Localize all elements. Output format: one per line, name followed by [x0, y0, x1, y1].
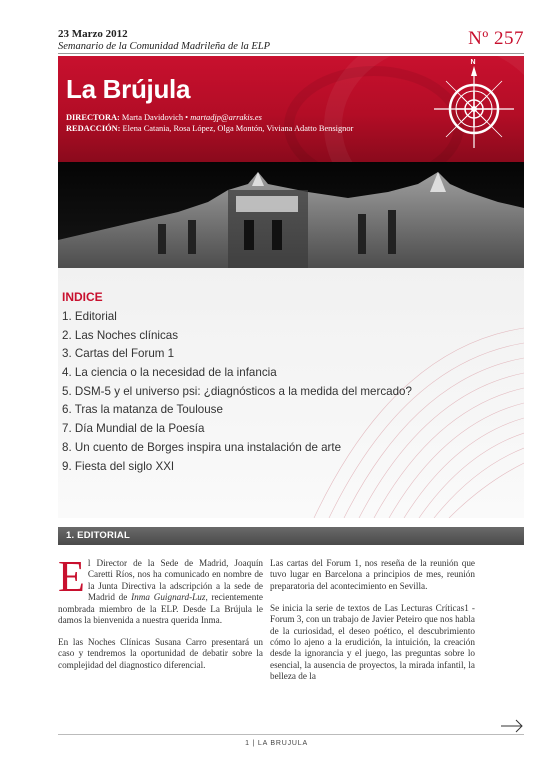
section-title: 1. EDITORIAL [66, 530, 130, 541]
article-column-left [58, 552, 263, 682]
article-paragraph: En las Noches Clínicas Susana Carro presentará un caso y tendremos la oportunidad de debatir sobre la complejidad del diagnostico diferencial. [58, 636, 263, 670]
paragraph-text: , recientemente nombrada miembro de la ELP. Desde La Brújula le damos la bienvenida a nuestra querida Inma. [58, 592, 263, 626]
paragraph-name: Inma Guignard-Luz [131, 592, 206, 603]
index-item-fiesta[interactable] [62, 460, 412, 479]
index-heading: INDICE [62, 290, 103, 304]
page-number: 1 [245, 740, 250, 747]
masthead [58, 56, 524, 162]
index-item-number: 7. [62, 422, 72, 436]
arrow-right-icon[interactable] [500, 719, 524, 733]
index-item-noches-clinicas[interactable] [62, 329, 412, 348]
index-item-number: 2. [62, 328, 72, 342]
director-email-link[interactable]: martadjp@arrakis.es [190, 113, 262, 122]
director-name: Marta Davidovich • [121, 113, 189, 122]
index-item-editorial[interactable] [62, 310, 412, 329]
index-item-dsm5[interactable] [62, 385, 412, 404]
index-item-poesia[interactable] [62, 422, 412, 441]
index-item-label: Las Noches clínicas [74, 328, 179, 342]
index-item-label: Día Mundial de la Poesía [74, 422, 205, 436]
index-list [62, 310, 412, 478]
footer-label: LA BRUJULA [257, 740, 308, 747]
index-item-label: DSM-5 y el universo psi: ¿diagnósticos a la medida del mercado? [74, 384, 412, 398]
editorial-line [66, 123, 353, 134]
editorial-label: REDACCIÓN: [66, 124, 121, 133]
director-line [66, 112, 353, 123]
index-item-label: Fiesta del siglo XXI [74, 459, 175, 473]
index-item-cartas-forum[interactable] [62, 347, 412, 366]
index-item-label: Un cuento de Borges inspira una instalación de arte [74, 440, 342, 454]
page-footer [0, 740, 553, 747]
building-night-photo [58, 162, 524, 268]
table-of-contents [58, 268, 524, 518]
compass-north-label: N [470, 59, 476, 66]
article-paragraph: Las cartas del Forum 1, nos reseña de la reunión que tuvo lugar en Barcelona a principios de mes, reunión preparatoria del acontecimiento en Sevilla. [270, 558, 475, 591]
index-item-label: Tras la matanza de Toulouse [74, 403, 223, 417]
section-header-bar [58, 527, 524, 545]
index-item-number: 9. [62, 459, 72, 473]
top-divider [58, 53, 524, 54]
index-item-label: Cartas del Forum 1 [74, 347, 175, 361]
issue-number: Nº 257 [468, 28, 524, 49]
footer-divider [58, 734, 524, 735]
masthead-title: La Brújula [66, 74, 191, 104]
compass-rose-icon [430, 56, 518, 162]
index-item-toulouse[interactable] [62, 403, 412, 422]
paragraph-text: l Director de la Sede de Madrid, Joaquín Caretti Ríos, nos ha comunicado en nombre de la Junta Directiva la adscripción a la sede de Madrid de [87, 558, 263, 603]
index-item-number: 5. [62, 384, 72, 398]
index-item-number: 8. [62, 440, 72, 454]
header-photo [58, 162, 524, 268]
index-item-number: 4. [62, 366, 72, 380]
index-item-label: Editorial [74, 310, 117, 323]
index-item-number: 6. [62, 403, 72, 417]
top-bar [58, 28, 524, 52]
drop-cap: E [58, 552, 85, 601]
masthead-staff [66, 112, 353, 134]
index-item-number: 3. [62, 347, 72, 361]
issue-date: 23 Marzo 2012 [58, 28, 128, 40]
publication-subtitle: Semanario de la Comunidad Madrileña de la ELP [58, 41, 271, 52]
article-paragraph: Se inicia la serie de textos de Las Lecturas Críticas1 - Forum 3, con un trabajo de Javier Peteiro que nos habla de la curiosidad, el deseo poético, el descubrimiento cómo lo ajeno a la erudición, la intuición, la creación desde la ignorancia y el juego, las preguntas sobre lo esencial, la ausencia de proyectos, la mirada infantil, la belleza de la [270, 602, 475, 682]
index-item-ciencia-infancia[interactable] [62, 366, 412, 385]
footer-separator: | [252, 740, 256, 747]
article-paragraph [58, 552, 263, 626]
index-item-label: La ciencia o la necesidad de la infancia [74, 366, 277, 380]
index-item-borges[interactable] [62, 441, 412, 460]
index-item-number: 1. [62, 310, 72, 323]
editorial-names: Elena Catania, Rosa López, Olga Montón, Viviana Adatto Bensignor [122, 124, 354, 133]
director-label: DIRECTORA: [66, 113, 120, 122]
article-column-right [270, 558, 475, 693]
